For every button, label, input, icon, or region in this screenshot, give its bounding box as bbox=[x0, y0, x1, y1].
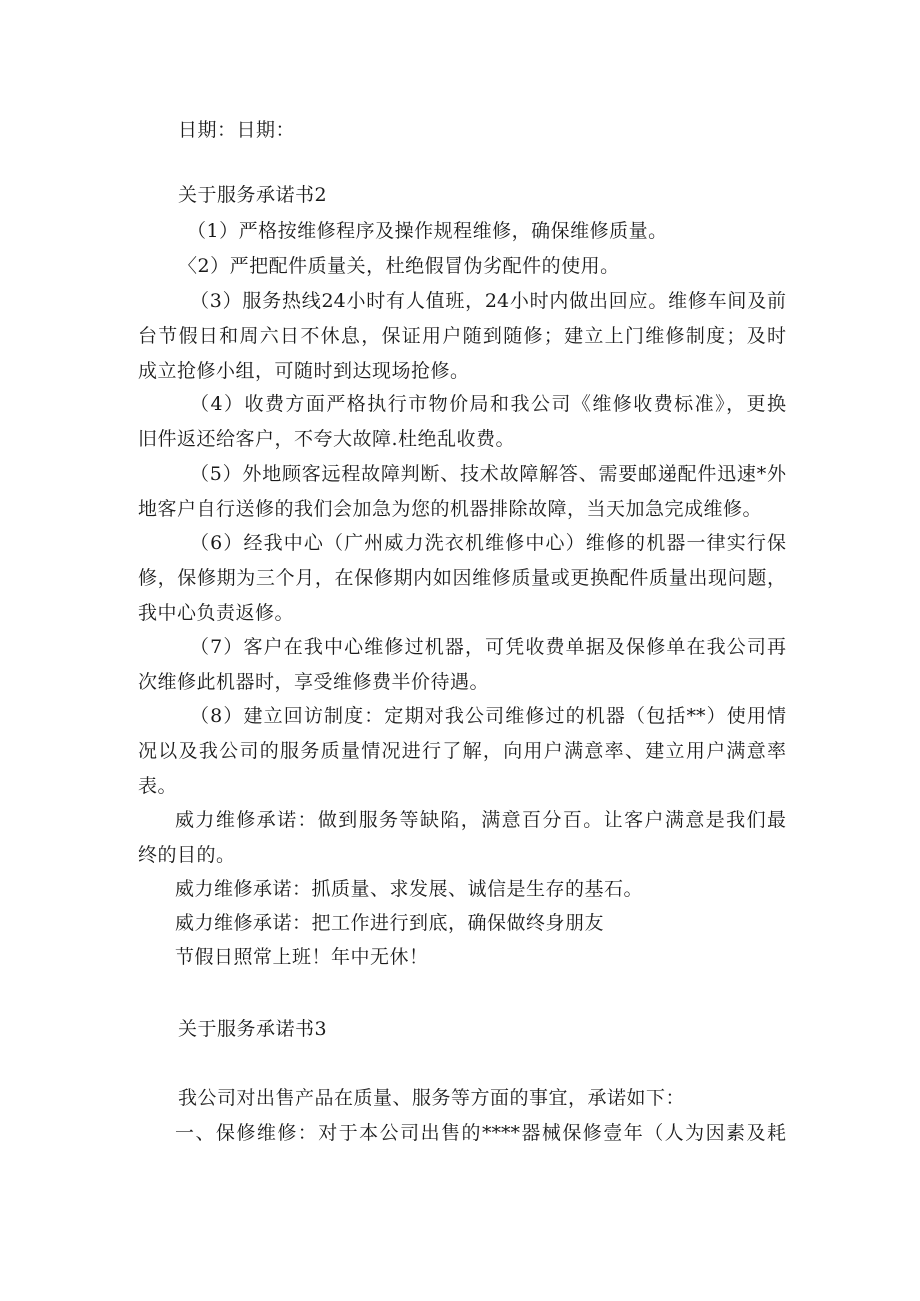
commitment-5-line-2: 地客户自行送修的我们会加急为您的机器排除故障，当天加急完成维修。 bbox=[138, 498, 763, 520]
section-2-title: 关于服务承诺书2 bbox=[178, 184, 328, 206]
commitment-2: 〈2）严把配件质量关，杜绝假冒伪劣配件的使用。 bbox=[178, 255, 620, 277]
commitment-6-line-2: 修，保修期为三个月，在保修期内如因维修质量或更换配件质量出现问题， bbox=[138, 567, 786, 589]
weili-promise-1-line-2: 终的目的。 bbox=[138, 844, 236, 866]
commitment-3-line-1: （3）服务热线24小时有人值班，24小时内做出回应。维修车间及前 bbox=[190, 290, 786, 312]
commitment-4-line-2: 旧件返还给客户，不夸大故障.杜绝乱收费。 bbox=[138, 428, 516, 450]
commitment-6-line-1: （6）经我中心（广州威力洗衣机维修中心）维修的机器一律实行保 bbox=[190, 532, 786, 554]
weili-promise-1-line-1: 威力维修承诺：做到服务等缺陷，满意百分百。让客户满意是我们最 bbox=[175, 809, 786, 831]
commitment-7-line-1: （7）客户在我中心维修过机器，可凭收费单据及保修单在我公司再 bbox=[190, 636, 786, 658]
weili-promise-2: 威力维修承诺：抓质量、求发展、诚信是生存的基石。 bbox=[175, 878, 644, 900]
date-line: 日期：日期： bbox=[178, 119, 296, 141]
holiday-notice: 节假日照常上班！年中无休！ bbox=[175, 946, 429, 968]
commitment-5-line-1: （5）外地顾客远程故障判断、技术故障解答、需要邮递配件迅速*外 bbox=[190, 463, 786, 485]
commitment-3-line-2: 台节假日和周六日不休息，保证用户随到随修；建立上门维修制度；及时 bbox=[138, 325, 786, 347]
section-3-title: 关于服务承诺书3 bbox=[178, 1018, 328, 1040]
commitment-7-line-2: 次维修此机器时，享受维修费半价待遇。 bbox=[138, 671, 490, 693]
commitment-8-line-2: 况以及我公司的服务质量情况进行了解，向用户满意率、建立用户满意率 bbox=[138, 740, 786, 762]
section-3-intro: 我公司对出售产品在质量、服务等方面的事宜，承诺如下： bbox=[178, 1087, 686, 1109]
commitment-8-line-3: 表。 bbox=[138, 775, 178, 797]
section-3-warranty: 一、保修维修：对于本公司出售的****器械保修壹年（人为因素及耗 bbox=[175, 1122, 786, 1144]
weili-promise-3: 威力维修承诺：把工作进行到底，确保做终身朋友 bbox=[175, 912, 605, 934]
commitment-3-line-3: 成立抢修小组，可随时到达现场抢修。 bbox=[138, 360, 470, 382]
commitment-1: （1）严格按维修程序及操作规程维修，确保维修质量。 bbox=[187, 220, 668, 242]
commitment-8-line-1: （8）建立回访制度：定期对我公司维修过的机器（包括**）使用情 bbox=[190, 705, 786, 727]
commitment-4-line-1: （4）收费方面严格执行市物价局和我公司《维修收费标准》，更换 bbox=[190, 393, 786, 415]
commitment-6-line-3: 我中心负责返修。 bbox=[138, 602, 295, 624]
